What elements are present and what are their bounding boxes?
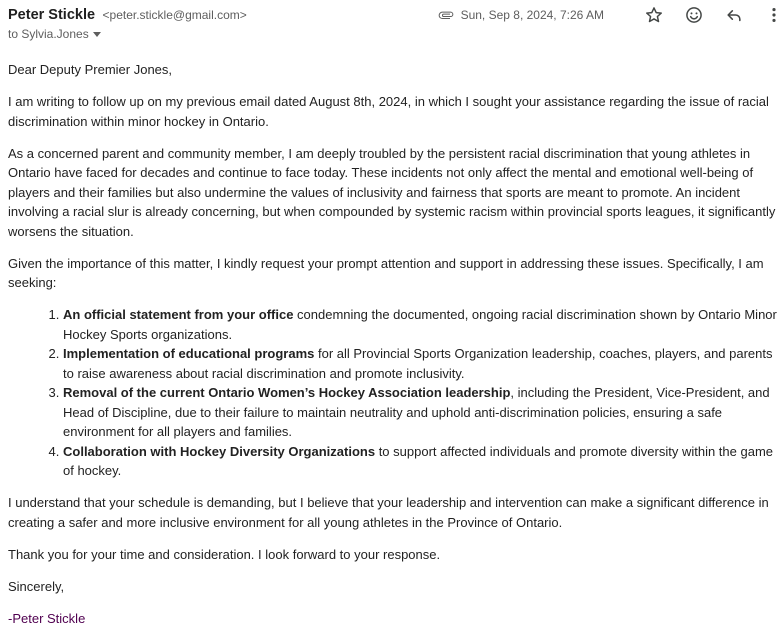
list-item-bold: Implementation of educational programs — [63, 346, 315, 361]
list-item — [63, 442, 784, 481]
paragraph-5: Thank you for your time and consideration. I look forward to your response. — [8, 546, 441, 562]
paragraph-3: Given the importance of this matter, I kindly request your prompt attention and support in addressing these issues. Specifically, I am seeking: — [8, 255, 764, 290]
sender-name[interactable]: Peter Stickle — [8, 7, 96, 23]
chevron-down-icon[interactable] — [93, 32, 101, 37]
recipient-label: to Sylvia.Jones — [8, 27, 89, 41]
list-item-bold: Removal of the current Ontario Women’s Hockey Association leadership — [63, 385, 511, 400]
email-date: Sun, Sep 8, 2024, 7:26 AM — [460, 8, 604, 22]
list-item — [63, 344, 784, 383]
emoji-icon[interactable] — [684, 5, 704, 25]
more-vert-icon[interactable] — [764, 5, 784, 25]
list-item-text: condemning the documented, ongoing racial discrimination shown by Ontario Minor Hockey Sports organizations. — [63, 307, 777, 342]
closing: Sincerely, — [8, 578, 65, 594]
paragraph-2: As a concerned parent and community member, I am deeply troubled by the persistent racial discrimination that young athletes in Ontario have faced for decades and continue to face today. These incidents not only affect the mental and emotional well-being of players and their families but also undermine the values of inclusivity and fairness that sports are meant to promote. An incident involving a racial slur is already concerning, but when compounded by systemic racism within provincial sports leagues, it significantly worsens the situation. — [8, 145, 776, 239]
signature: -Peter Stickle — [8, 610, 86, 626]
email-meta — [437, 4, 784, 26]
email-header — [8, 6, 784, 46]
list-item — [63, 305, 784, 344]
star-icon[interactable] — [644, 5, 664, 25]
list-item-bold: Collaboration with Hockey Diversity Organizations — [63, 443, 376, 459]
paperclip-icon — [437, 7, 455, 23]
greeting: Dear Deputy Premier Jones, — [8, 62, 173, 77]
paragraph-4: I understand that your schedule is demanding, but I believe that your leadership and intervention can make a significant difference in creating a safer and more inclusive environment for all young athletes in the Province of Ontario. — [8, 495, 769, 530]
sender-email: <peter.stickle@gmail.com> — [102, 8, 247, 22]
reply-icon[interactable] — [724, 5, 744, 25]
email-body — [8, 60, 784, 641]
list-item — [63, 383, 784, 442]
list-item-text: for all Provincial Sports Organization leadership, coaches, players, and parents to raise awareness about racial discrimination and promote inclusivity. — [63, 346, 773, 381]
recipient-details-toggle[interactable] — [8, 27, 101, 41]
list-item-bold: An official statement from your office — [63, 307, 294, 322]
list-item-text: to support affected individuals and promote diversity within the game of hockey. — [63, 443, 774, 478]
paragraph-1: I am writing to follow up on my previous email dated August 8th, 2024, in which I sought your assistance regarding the issue of racial discrimination within minor hockey in Ontario. — [8, 94, 769, 129]
sender-line — [8, 6, 247, 24]
list-item-text: , including the President, Vice-President, and Head of Discipline, due to their failure to maintain neutrality and uphold anti-discrimination policies, ensuring a safe environment for all players and families. — [63, 385, 770, 439]
request-list — [8, 305, 784, 481]
